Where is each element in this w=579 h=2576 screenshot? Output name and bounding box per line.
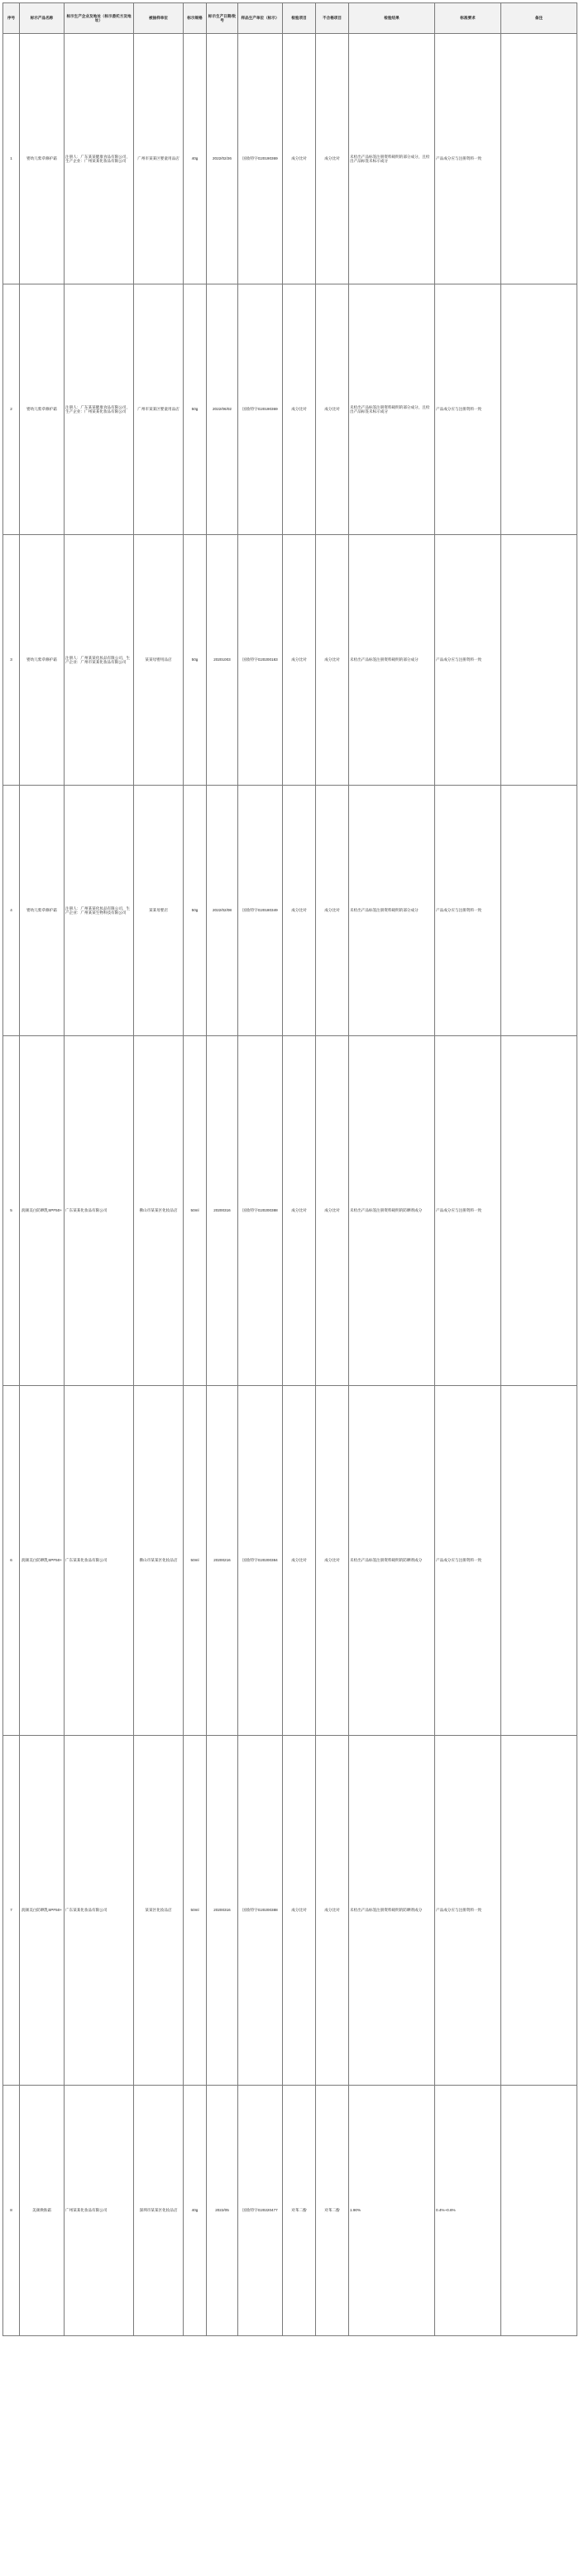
inspection-table (2, 2, 577, 2336)
cell-maker: 国妆特字G20200388 (238, 1036, 283, 1386)
header-item: 检验项目 (283, 3, 316, 34)
cell-item: 成分比对 (283, 1736, 316, 2086)
cell-company: 广东某某化妆品有限公司 (65, 1736, 134, 2086)
cell-name: 婴幼儿紫草修护霜 (20, 535, 65, 786)
table-header-row (3, 3, 577, 34)
cell-note (501, 284, 577, 535)
cell-spec: 40g (184, 2086, 207, 2336)
cell-company: 注册人：广东某某健康食品有限公司，生产企业：广州某某化妆品有限公司 (65, 34, 134, 284)
cell-company: 注册人：广东某某健康食品有限公司，生产企业：广州某某化妆品有限公司 (65, 284, 134, 535)
cell-item: 成分比对 (283, 1036, 316, 1386)
cell-note (501, 535, 577, 786)
cell-item: 成分比对 (283, 535, 316, 786)
cell-fail: 成分比对 (316, 786, 349, 1036)
cell-item: 成分比对 (283, 284, 316, 535)
cell-sampled: 某某区化妆品店 (134, 1736, 184, 2086)
table-row (3, 2086, 577, 2336)
cell-no: 4 (3, 786, 20, 1036)
cell-result: 未检出产品标签注册资料载明的防晒剂成分 (349, 1736, 435, 2086)
cell-company: 广东某某化妆品有限公司 (65, 1036, 134, 1386)
cell-sampled: 广州市某某区婴童用品店 (134, 34, 184, 284)
cell-std: 产品成分应与注册资料一致 (435, 535, 501, 786)
cell-fail: 成分比对 (316, 34, 349, 284)
cell-fail: 成分比对 (316, 1736, 349, 2086)
cell-result: 未检出产品标签注册资料载明的部分成分 (349, 786, 435, 1036)
cell-company: 广东某某化妆品有限公司 (65, 1386, 134, 1736)
table-row (3, 786, 577, 1036)
cell-item: 成分比对 (283, 786, 316, 1036)
cell-result: 未检出产品标签注册资料载明的部分成分，且检出产品标签未标示成分 (349, 284, 435, 535)
cell-date: 20200316 (207, 1736, 238, 2086)
cell-std: 产品成分应与注册资料一致 (435, 1386, 501, 1736)
cell-name: 美颜焕肤霜 (20, 2086, 65, 2336)
table-row (3, 284, 577, 535)
cell-note (501, 2086, 577, 2336)
cell-result: 1.90% (349, 2086, 435, 2336)
header-company: 标示生产企业及地址（标示委托方及地址） (65, 3, 134, 34)
cell-spec: 50g (184, 535, 207, 786)
header-fail: 不合格项目 (316, 3, 349, 34)
cell-maker: 国妆特字G20200384 (238, 1386, 283, 1736)
cell-item: 成分比对 (283, 34, 316, 284)
header-sampled: 被抽样单位 (134, 3, 184, 34)
cell-date: 2022/05 (207, 2086, 238, 2336)
table-row (3, 1736, 577, 2086)
cell-name: 润颜美白防晒乳SPF50+ (20, 1036, 65, 1386)
cell-std: 0.4%~0.6% (435, 2086, 501, 2336)
table-body (3, 34, 577, 2336)
cell-spec: 50ml (184, 1736, 207, 2086)
cell-spec: 40g (184, 34, 207, 284)
cell-spec: 50g (184, 284, 207, 535)
cell-no: 8 (3, 2086, 20, 2336)
cell-sampled: 深圳市某某区化妆品店 (134, 2086, 184, 2336)
cell-result: 未检出产品标签注册资料载明的部分成分 (349, 535, 435, 786)
cell-std: 产品成分应与注册资料一致 (435, 284, 501, 535)
cell-fail: 成分比对 (316, 284, 349, 535)
header-result: 检验结果 (349, 3, 435, 34)
cell-fail: 成分比对 (316, 535, 349, 786)
header-note: 备注 (501, 3, 577, 34)
cell-spec: 50g (184, 786, 207, 1036)
cell-no: 6 (3, 1386, 20, 1736)
cell-fail: 成分比对 (316, 1036, 349, 1386)
cell-name: 婴幼儿紫草修护霜 (20, 284, 65, 535)
header-no: 序号 (3, 3, 20, 34)
cell-note (501, 1386, 577, 1736)
cell-result: 未检出产品标签注册资料载明的部分成分，且检出产品标签未标示成分 (349, 34, 435, 284)
header-name: 标示产品名称 (20, 3, 65, 34)
cell-sampled: 佛山市某某区化妆品店 (134, 1386, 184, 1736)
cell-std: 产品成分应与注册资料一致 (435, 34, 501, 284)
cell-name: 婴幼儿紫草修护霜 (20, 786, 65, 1036)
cell-maker: 国妆特字G20220477 (238, 2086, 283, 2336)
cell-no: 5 (3, 1036, 20, 1386)
cell-spec: 50ml (184, 1386, 207, 1736)
cell-sampled: 佛山市某某区化妆品店 (134, 1036, 184, 1386)
report-sheet (2, 2, 577, 2336)
cell-maker: 国妆特字G20190369 (238, 34, 283, 284)
cell-maker: 国妆特字G20180349 (238, 786, 283, 1036)
cell-fail: 成分比对 (316, 1386, 349, 1736)
cell-note (501, 1036, 577, 1386)
cell-name: 润颜美白防晒乳SPF50+ (20, 1736, 65, 2086)
cell-note (501, 1736, 577, 2086)
cell-maker: 国妆特字G20190369 (238, 284, 283, 535)
cell-sampled: 广州市某某区婴童用品店 (134, 284, 184, 535)
cell-date: 20200316 (207, 1036, 238, 1386)
cell-date: 2022/06/02 (207, 284, 238, 535)
cell-no: 3 (3, 535, 20, 786)
cell-date: 2022/02/26 (207, 34, 238, 284)
cell-company: 广州某某化妆品有限公司 (65, 2086, 134, 2336)
cell-note (501, 34, 577, 284)
cell-item: 成分比对 (283, 1386, 316, 1736)
table-row (3, 34, 577, 284)
cell-maker: 国妆特字G20200183 (238, 535, 283, 786)
cell-no: 7 (3, 1736, 20, 2086)
cell-name: 润颜美白防晒乳SPF50+ (20, 1386, 65, 1736)
cell-date: 2022/02/08 (207, 786, 238, 1036)
cell-maker: 国妆特字G20200388 (238, 1736, 283, 2086)
cell-result: 未检出产品标签注册资料载明的防晒剂成分 (349, 1386, 435, 1736)
header-spec: 标示规格 (184, 3, 207, 34)
table-row (3, 1386, 577, 1736)
cell-note (501, 786, 577, 1036)
cell-date: 20201003 (207, 535, 238, 786)
cell-sampled: 某某母婴用品店 (134, 535, 184, 786)
cell-sampled: 某某母婴店 (134, 786, 184, 1036)
cell-spec: 50ml (184, 1036, 207, 1386)
cell-std: 产品成分应与注册资料一致 (435, 1036, 501, 1386)
cell-no: 1 (3, 34, 20, 284)
table-row (3, 1036, 577, 1386)
cell-fail: 对苯二酚 (316, 2086, 349, 2336)
cell-company: 注册人：广州某某化妆品有限公司，生产企业：广州市某某化妆品有限公司 (65, 535, 134, 786)
table-row (3, 535, 577, 786)
cell-std: 产品成分应与注册资料一致 (435, 1736, 501, 2086)
cell-no: 2 (3, 284, 20, 535)
cell-name: 婴幼儿紫草修护霜 (20, 34, 65, 284)
header-std: 标准要求 (435, 3, 501, 34)
cell-company: 注册人：广州某某化妆品有限公司，生产企业：广州某某生物科技有限公司 (65, 786, 134, 1036)
cell-std: 产品成分应与注册资料一致 (435, 786, 501, 1036)
cell-result: 未检出产品标签注册资料载明的防晒剂成分 (349, 1036, 435, 1386)
header-maker: 样品生产单位（标示） (238, 3, 283, 34)
header-date: 标示生产日期/批号 (207, 3, 238, 34)
cell-date: 20200216 (207, 1386, 238, 1736)
cell-item: 对苯二酚 (283, 2086, 316, 2336)
